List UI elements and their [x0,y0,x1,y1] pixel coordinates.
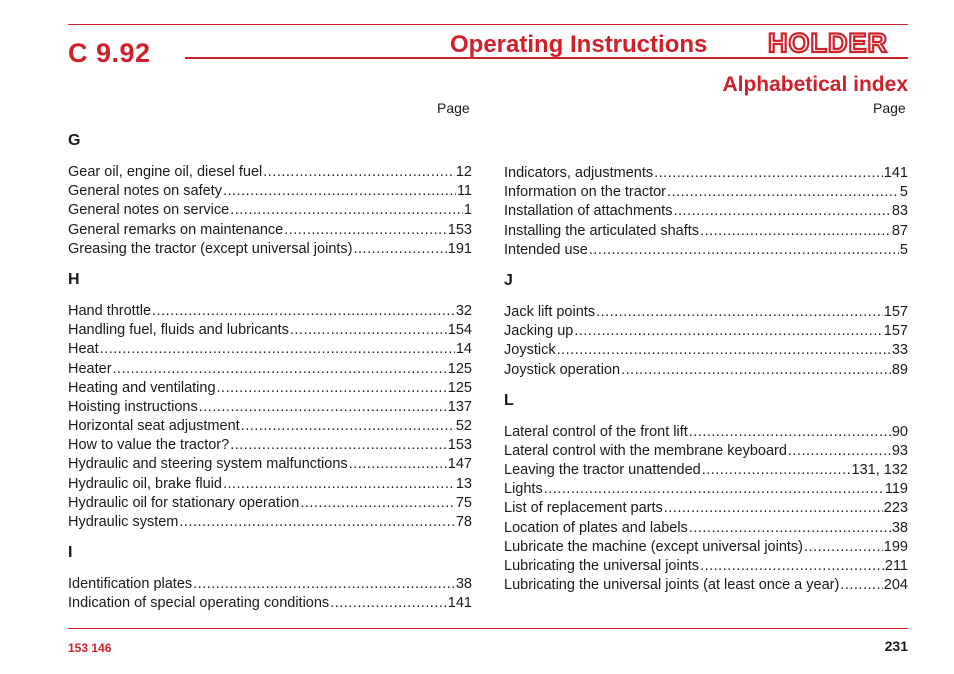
dot-leader [217,379,447,398]
dot-leader [702,461,851,480]
section-title: Alphabetical index [722,73,908,96]
index-entry-text: Horizontal seat adjustment [68,418,240,435]
dot-leader [179,513,454,532]
index-entry [68,575,472,594]
index-entry-page: 119 [884,481,908,498]
index-entry-text: Hydraulic system [68,514,179,530]
index-entry-text: Gear oil, engine oil, diesel fuel [68,164,263,180]
index-entry-text: Installation of attachments [504,203,673,220]
index-entry [68,302,472,321]
index-entry-page: 75 [455,494,472,511]
index-entry-page: 223 [883,500,908,517]
index-entry [68,201,472,220]
index-entry [504,322,908,341]
index-letter-heading: J [504,271,513,289]
dot-leader [689,423,891,442]
index-entry-text: Jack lift points [504,303,596,320]
index-entry-page: 141 [883,165,908,181]
group-spacer [504,380,908,390]
index-entry-page: 157 [883,303,908,320]
index-entry [68,455,472,474]
index-letter-heading: G [68,132,81,149]
dot-leader [589,241,899,260]
index-entry [504,442,908,461]
dot-leader [113,360,447,379]
index-entry-text: Identification plates [68,576,193,593]
index-entry [504,461,908,480]
index-entry-page: 38 [455,576,472,593]
index-entry-text: General notes on service [68,202,230,219]
index-entry-text: List of replacement parts [504,500,663,517]
dot-leader [621,361,891,380]
dot-leader [700,222,891,241]
dot-leader [223,182,456,201]
dot-leader [673,202,890,221]
index-entry-text: Lubricating the universal joints [504,558,700,574]
index-entry-page: 125 [447,379,472,396]
group-spacer [504,260,908,270]
index-entry [68,321,472,340]
index-entry-text: Indication of special operating conditions [68,595,330,612]
index-entry-text: Heater [68,360,112,377]
index-letter-heading: L [504,391,514,409]
index-entry-page: 13 [455,475,472,492]
index-entry-page: 83 [891,203,908,220]
index-entry-text: Lubricate the machine (except universal joints) [504,538,804,555]
dot-leader [300,494,455,513]
dot-leader [284,221,447,240]
index-entry-text: How to value the tractor? [68,437,230,454]
index-entry-page: 14 [455,341,472,358]
dot-leader [574,322,882,341]
index-entry-text: Jacking up [504,323,574,340]
index-entry [68,475,472,494]
index-entry-page: 5 [899,184,908,201]
dot-leader [557,341,891,360]
index-entry [68,360,472,379]
dot-leader [654,164,883,183]
index-entry [504,361,908,380]
index-entry-text: Joystick [504,342,556,359]
index-entry [68,594,472,613]
dot-leader [330,594,447,613]
index-entry [504,341,908,360]
dot-leader [354,240,447,259]
index-entry [68,417,472,436]
index-entry-page: 147 [447,456,472,473]
dot-leader [700,557,884,576]
index-entry-page: 154 [447,322,472,339]
index-entry-page: 93 [891,442,908,459]
index-entry-text: Leaving the tractor unattended [504,462,701,479]
index-entry [504,222,908,241]
index-entry [504,557,908,576]
index-entry-page: 1 [463,202,472,219]
index-entry-text: Installing the articulated shafts [504,222,700,239]
holder-logo [748,30,908,56]
index-entry [68,221,472,240]
index-entry-text: General notes on safety [68,183,222,200]
index-entry-page: 199 [883,538,908,555]
index-entry-text: General remarks on maintenance [68,221,284,238]
page-title: Operating Instructions [450,31,708,58]
header-top-rule [68,24,908,25]
index-entry-page: 157 [883,323,908,340]
index-entry-text: Lights [504,481,543,498]
index-entry [504,499,908,518]
index-entry-page: 52 [455,418,472,435]
index-entry-text: Heat [68,341,99,358]
index-entry [504,576,908,595]
index-entry-page: 33 [891,342,908,359]
dot-leader [230,436,447,455]
index-entry [504,241,908,260]
index-entry-page: 11 [456,183,472,200]
dot-leader [241,417,455,436]
index-entry [504,164,908,183]
index-letter-heading: I [68,544,73,562]
index-entry-text: Hydraulic and steering system malfunctions [68,456,348,473]
index-column-left [68,130,472,614]
index-entry-page: 89 [891,361,908,378]
index-column-right [504,164,908,595]
footer-rule [68,628,908,629]
index-entry [504,480,908,499]
index-entry [68,163,472,182]
index-entry [68,240,472,259]
dot-leader [596,303,883,322]
index-entry-page: 90 [891,423,908,440]
index-entry-page: 153 [447,221,472,238]
index-entry-text: Lubricating the universal joints (at least once a year) [504,577,840,594]
index-entry-page: 131, 132 [851,462,908,479]
index-entry [68,379,472,398]
dot-leader [199,398,447,417]
index-entry-text: Indicators, adjustments [504,165,654,181]
index-entry-page: 141 [447,595,472,612]
index-entry-text: Lateral control with the membrane keyboard [504,442,787,459]
index-letter-heading: H [68,270,80,288]
dot-leader [667,183,899,202]
index-entry-page: 153 [447,437,472,454]
dot-leader [689,519,891,538]
index-entry [68,340,472,359]
index-entry-page: 12 [455,164,472,180]
dot-leader [349,455,447,474]
dot-leader [788,442,891,461]
index-entry [68,436,472,455]
dot-leader [100,340,455,359]
dot-leader [230,201,463,220]
index-entry-page: 78 [455,514,472,530]
page-column-label-left: Page [437,100,470,116]
dot-leader [544,480,884,499]
index-entry-page: 204 [883,577,908,594]
dot-leader [840,576,883,595]
index-entry-text: Information on the tractor [504,184,666,201]
index-entry-text: Hand throttle [68,302,152,319]
index-entry-text: Hoisting instructions [68,398,198,415]
dot-leader [263,163,455,182]
page-number: 231 [884,638,908,654]
page-column-label-right: Page [873,100,906,116]
index-entry [504,183,908,202]
index-entry-text: Handling fuel, fluids and lubricants [68,322,289,339]
index-entry-text: Greasing the tractor (except universal joints) [68,240,353,257]
index-entry [68,513,472,532]
index-entry [504,519,908,538]
index-entry-text: Hydraulic oil for stationary operation [68,494,300,511]
index-entry-page: 211 [884,558,908,574]
index-entry-text: Location of plates and labels [504,519,688,536]
index-entry [68,494,472,513]
index-entry-text: Hydraulic oil, brake fluid [68,475,222,492]
dot-leader [664,499,883,518]
dot-leader [193,575,455,594]
group-spacer [68,532,472,542]
index-entry-text: Heating and ventilating [68,379,216,396]
dot-leader [290,321,447,340]
index-entry-text: Joystick operation [504,361,621,378]
index-entry [504,423,908,442]
index-entry-page: 137 [447,398,472,415]
group-spacer [68,259,472,269]
index-entry [68,182,472,201]
index-entry-page: 191 [447,240,472,257]
document-code: C 9.92 [68,38,151,68]
brand-text: HOLDER [768,30,888,56]
index-entry-text: Lateral control of the front lift [504,423,688,440]
index-entry-page: 5 [899,241,908,258]
index-entry-page: 38 [891,519,908,536]
index-entry-text: Intended use [504,241,588,258]
index-entry [504,202,908,221]
index-entry [504,538,908,557]
dot-leader [223,475,455,494]
index-entry-page: 125 [447,360,472,377]
index-entry-page: 87 [891,222,908,239]
index-entry [504,303,908,322]
index-entry [68,398,472,417]
index-entry-page: 32 [455,302,472,319]
dot-leader [804,538,883,557]
dot-leader [152,302,455,321]
document-number: 153 146 [68,641,112,655]
